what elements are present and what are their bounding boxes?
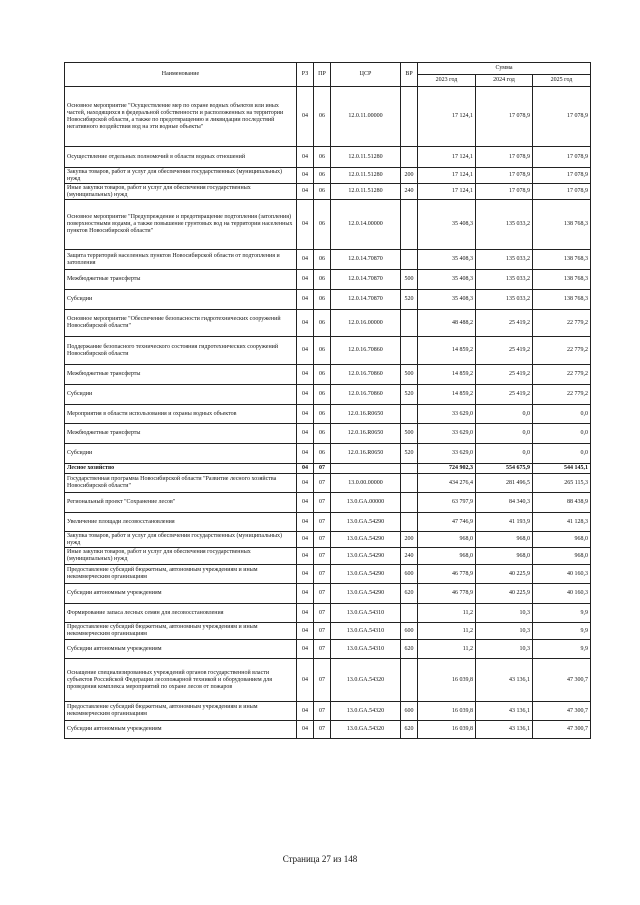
cell-vr: 620 xyxy=(401,640,418,659)
cell-rz: 04 xyxy=(297,464,314,474)
cell-rz: 04 xyxy=(297,270,314,290)
table-row xyxy=(65,87,591,147)
cell-csr: 13.0.GA.54290 xyxy=(331,565,401,584)
cell-vr: 600 xyxy=(401,565,418,584)
cell-csr: 12.0.11.51280 xyxy=(331,184,401,200)
cell-csr: 12.0.14.70870 xyxy=(331,270,401,290)
table-row xyxy=(65,250,591,270)
cell-v1: 14 859,2 xyxy=(418,385,476,405)
cell-v3: 0,0 xyxy=(533,424,591,444)
table-row xyxy=(65,184,591,200)
cell-v3: 22 779,2 xyxy=(533,310,591,337)
cell-v2: 43 136,1 xyxy=(476,702,533,721)
cell-csr: 13.0.GA.54320 xyxy=(331,721,401,739)
cell-pr: 06 xyxy=(314,444,331,464)
cell-vr xyxy=(401,659,418,702)
cell-vr xyxy=(401,147,418,168)
header-csr: ЦСР xyxy=(331,63,401,87)
cell-vr: 600 xyxy=(401,623,418,640)
cell-name: Формирование запаса лесных семян для лесовосстановления xyxy=(65,604,297,623)
cell-name: Субсидии автономным учреждениям xyxy=(65,584,297,604)
cell-rz: 04 xyxy=(297,532,314,548)
header-sum: Сумма xyxy=(418,63,591,75)
cell-vr xyxy=(401,200,418,250)
cell-v2: 968,0 xyxy=(476,532,533,548)
cell-rz: 04 xyxy=(297,702,314,721)
table-row xyxy=(65,532,591,548)
cell-csr: 13.0.GA.00000 xyxy=(331,493,401,513)
cell-csr: 12.0.16.70860 xyxy=(331,337,401,365)
cell-rz: 04 xyxy=(297,184,314,200)
cell-rz: 04 xyxy=(297,250,314,270)
cell-pr: 07 xyxy=(314,623,331,640)
cell-v3: 47 300,7 xyxy=(533,721,591,739)
cell-vr: 200 xyxy=(401,532,418,548)
cell-pr: 07 xyxy=(314,513,331,532)
cell-v3: 40 160,3 xyxy=(533,565,591,584)
cell-v1: 14 859,2 xyxy=(418,337,476,365)
cell-csr: 12.0.14.70870 xyxy=(331,290,401,310)
cell-csr: 13.0.GA.54310 xyxy=(331,640,401,659)
cell-name: Защита территорий населенных пунктов Новосибирской области от подтопления и затопления xyxy=(65,250,297,270)
cell-v1: 11,2 xyxy=(418,604,476,623)
header-name: Наименование xyxy=(65,63,297,87)
cell-pr: 06 xyxy=(314,250,331,270)
cell-v2: 25 419,2 xyxy=(476,337,533,365)
cell-pr: 06 xyxy=(314,310,331,337)
cell-rz: 04 xyxy=(297,444,314,464)
cell-v1: 11,2 xyxy=(418,640,476,659)
cell-v3: 0,0 xyxy=(533,444,591,464)
cell-vr: 240 xyxy=(401,184,418,200)
cell-name: Увеличение площади лесовосстановления xyxy=(65,513,297,532)
cell-name: Оснащение специализированных учреждений органов государственной власти субъектов Российской Федерации лесопожарной техникой и оборудованием для проведения комплекса мероприятий по охране лесов от пожаров xyxy=(65,659,297,702)
cell-rz: 04 xyxy=(297,623,314,640)
cell-csr: 12.0.16.R0650 xyxy=(331,424,401,444)
cell-csr: 12.0.16.R0650 xyxy=(331,405,401,424)
cell-pr: 07 xyxy=(314,474,331,493)
cell-v1: 35 408,3 xyxy=(418,270,476,290)
cell-rz: 04 xyxy=(297,548,314,565)
cell-v2: 84 340,3 xyxy=(476,493,533,513)
cell-pr: 06 xyxy=(314,168,331,184)
cell-vr: 240 xyxy=(401,548,418,565)
cell-pr: 07 xyxy=(314,532,331,548)
cell-pr: 07 xyxy=(314,493,331,513)
cell-csr: 12.0.16.70860 xyxy=(331,385,401,405)
table-row xyxy=(65,623,591,640)
cell-v3: 47 300,7 xyxy=(533,659,591,702)
cell-v1: 14 859,2 xyxy=(418,365,476,385)
cell-v1: 48 488,2 xyxy=(418,310,476,337)
cell-rz: 04 xyxy=(297,87,314,147)
cell-pr: 06 xyxy=(314,424,331,444)
table-row xyxy=(65,702,591,721)
cell-name: Субсидии xyxy=(65,290,297,310)
cell-v3: 17 078,9 xyxy=(533,147,591,168)
cell-pr: 07 xyxy=(314,659,331,702)
table-row xyxy=(65,640,591,659)
table-row xyxy=(65,474,591,493)
cell-pr: 06 xyxy=(314,365,331,385)
cell-v2: 17 078,9 xyxy=(476,168,533,184)
cell-pr: 06 xyxy=(314,385,331,405)
cell-v2: 281 496,5 xyxy=(476,474,533,493)
cell-v3: 47 300,7 xyxy=(533,702,591,721)
table-row xyxy=(65,464,591,474)
cell-name: Мероприятия в области использования и охраны водных объектов xyxy=(65,405,297,424)
cell-name: Государственная программа Новосибирской области "Развитие лесного хозяйства Новосибирской области" xyxy=(65,474,297,493)
cell-csr: 13.0.00.00000 xyxy=(331,474,401,493)
cell-v3: 17 078,9 xyxy=(533,87,591,147)
cell-name: Осуществление отдельных полномочий в области водных отношений xyxy=(65,147,297,168)
cell-csr: 12.0.14.70870 xyxy=(331,250,401,270)
cell-v2: 43 136,1 xyxy=(476,721,533,739)
cell-rz: 04 xyxy=(297,640,314,659)
cell-v3: 138 768,3 xyxy=(533,270,591,290)
cell-csr: 12.0.16.70860 xyxy=(331,365,401,385)
cell-vr: 620 xyxy=(401,584,418,604)
cell-v3: 138 768,3 xyxy=(533,290,591,310)
cell-vr xyxy=(401,87,418,147)
cell-name: Иные закупки товаров, работ и услуг для обеспечения государственных (муниципальных) нужд xyxy=(65,548,297,565)
cell-v2: 135 033,2 xyxy=(476,200,533,250)
cell-pr: 06 xyxy=(314,87,331,147)
cell-v2: 17 078,9 xyxy=(476,147,533,168)
cell-v2: 17 078,9 xyxy=(476,184,533,200)
table-row xyxy=(65,444,591,464)
cell-v2: 0,0 xyxy=(476,405,533,424)
cell-v1: 33 629,0 xyxy=(418,424,476,444)
cell-v1: 33 629,0 xyxy=(418,405,476,424)
cell-name: Субсидии xyxy=(65,444,297,464)
cell-v3: 138 768,3 xyxy=(533,250,591,270)
cell-rz: 04 xyxy=(297,385,314,405)
table-row xyxy=(65,168,591,184)
cell-csr: 13.0.GA.54290 xyxy=(331,584,401,604)
cell-rz: 04 xyxy=(297,424,314,444)
cell-v1: 33 629,0 xyxy=(418,444,476,464)
cell-vr xyxy=(401,310,418,337)
cell-rz: 04 xyxy=(297,200,314,250)
cell-name: Межбюджетные трансферты xyxy=(65,424,297,444)
cell-v2: 0,0 xyxy=(476,424,533,444)
table-row xyxy=(65,337,591,365)
cell-vr xyxy=(401,604,418,623)
table-row xyxy=(65,604,591,623)
cell-v3: 40 160,3 xyxy=(533,584,591,604)
cell-vr: 520 xyxy=(401,385,418,405)
cell-v3: 9,9 xyxy=(533,640,591,659)
cell-name: Основное мероприятие "Осуществление мер по охране водных объектов или иных частей, находящихся в федеральной собственности и расположенных на территории Новосибирской области, а также по предотвращению и ликвидации последствий негативного воздействия вод на эти водные объекты" xyxy=(65,87,297,147)
cell-pr: 07 xyxy=(314,640,331,659)
cell-v1: 968,0 xyxy=(418,532,476,548)
cell-pr: 06 xyxy=(314,200,331,250)
cell-v3: 22 779,2 xyxy=(533,365,591,385)
cell-v3: 138 768,3 xyxy=(533,200,591,250)
cell-name: Предоставление субсидий бюджетным, автономным учреждениям и иным некоммерческим организациям xyxy=(65,565,297,584)
cell-v3: 17 078,9 xyxy=(533,168,591,184)
cell-v2: 43 136,1 xyxy=(476,659,533,702)
cell-rz: 04 xyxy=(297,365,314,385)
cell-v1: 16 039,8 xyxy=(418,721,476,739)
cell-v1: 17 124,1 xyxy=(418,168,476,184)
cell-pr: 07 xyxy=(314,565,331,584)
table-row xyxy=(65,721,591,739)
cell-v2: 10,3 xyxy=(476,640,533,659)
cell-v1: 17 124,1 xyxy=(418,147,476,168)
cell-name: Иные закупки товаров, работ и услуг для обеспечения государственных (муниципальных) нужд xyxy=(65,184,297,200)
cell-pr: 07 xyxy=(314,584,331,604)
table-row xyxy=(65,424,591,444)
cell-vr xyxy=(401,337,418,365)
cell-v2: 10,3 xyxy=(476,623,533,640)
cell-v1: 46 778,9 xyxy=(418,565,476,584)
cell-csr: 13.0.GA.54320 xyxy=(331,659,401,702)
cell-v1: 35 408,3 xyxy=(418,290,476,310)
cell-pr: 06 xyxy=(314,337,331,365)
cell-rz: 04 xyxy=(297,584,314,604)
cell-v2: 135 033,2 xyxy=(476,250,533,270)
cell-v1: 434 276,4 xyxy=(418,474,476,493)
table-row xyxy=(65,310,591,337)
cell-name: Субсидии автономным учреждениям xyxy=(65,640,297,659)
table-body xyxy=(65,87,591,739)
cell-pr: 07 xyxy=(314,702,331,721)
header-2024: 2024 год xyxy=(476,75,533,87)
cell-name: Межбюджетные трансферты xyxy=(65,270,297,290)
cell-v2: 41 193,9 xyxy=(476,513,533,532)
table-row xyxy=(65,270,591,290)
cell-pr: 06 xyxy=(314,184,331,200)
cell-rz: 04 xyxy=(297,659,314,702)
cell-v3: 968,0 xyxy=(533,532,591,548)
cell-pr: 06 xyxy=(314,290,331,310)
cell-v2: 25 419,2 xyxy=(476,310,533,337)
cell-name: Региональный проект "Сохранение лесов" xyxy=(65,493,297,513)
cell-vr xyxy=(401,474,418,493)
cell-vr xyxy=(401,250,418,270)
cell-v3: 544 145,1 xyxy=(533,464,591,474)
table-row xyxy=(65,513,591,532)
cell-v2: 135 033,2 xyxy=(476,290,533,310)
cell-vr: 500 xyxy=(401,365,418,385)
cell-vr xyxy=(401,464,418,474)
cell-pr: 07 xyxy=(314,464,331,474)
table-row xyxy=(65,548,591,565)
cell-name: Основное мероприятие "Предупреждение и предотвращение подтопления (затопления) поверхностными водами, а также повышение грунтовых вод на территории населенных пунктов Новосибирской области" xyxy=(65,200,297,250)
cell-v1: 16 039,8 xyxy=(418,702,476,721)
cell-v3: 22 779,2 xyxy=(533,337,591,365)
cell-v2: 10,3 xyxy=(476,604,533,623)
cell-v3: 9,9 xyxy=(533,604,591,623)
cell-v2: 25 419,2 xyxy=(476,385,533,405)
header-rz: РЗ xyxy=(297,63,314,87)
cell-v1: 11,2 xyxy=(418,623,476,640)
cell-name: Субсидии xyxy=(65,385,297,405)
table-row xyxy=(65,584,591,604)
cell-pr: 07 xyxy=(314,548,331,565)
cell-v1: 724 902,3 xyxy=(418,464,476,474)
cell-csr: 13.0.GA.54290 xyxy=(331,532,401,548)
cell-pr: 06 xyxy=(314,405,331,424)
cell-v1: 968,0 xyxy=(418,548,476,565)
cell-v1: 63 797,9 xyxy=(418,493,476,513)
cell-v1: 47 746,9 xyxy=(418,513,476,532)
cell-rz: 04 xyxy=(297,310,314,337)
cell-vr xyxy=(401,513,418,532)
cell-v3: 17 078,9 xyxy=(533,184,591,200)
cell-rz: 04 xyxy=(297,474,314,493)
cell-vr: 200 xyxy=(401,168,418,184)
cell-pr: 07 xyxy=(314,721,331,739)
cell-csr xyxy=(331,464,401,474)
cell-rz: 04 xyxy=(297,405,314,424)
cell-v2: 40 225,9 xyxy=(476,565,533,584)
cell-v3: 41 128,3 xyxy=(533,513,591,532)
cell-pr: 06 xyxy=(314,147,331,168)
cell-v2: 17 078,9 xyxy=(476,87,533,147)
table-row xyxy=(65,200,591,250)
cell-rz: 04 xyxy=(297,604,314,623)
cell-rz: 04 xyxy=(297,337,314,365)
cell-v2: 135 033,2 xyxy=(476,270,533,290)
cell-v2: 968,0 xyxy=(476,548,533,565)
cell-rz: 04 xyxy=(297,493,314,513)
cell-rz: 04 xyxy=(297,565,314,584)
cell-vr: 620 xyxy=(401,721,418,739)
cell-v1: 16 039,8 xyxy=(418,659,476,702)
cell-v2: 25 419,2 xyxy=(476,365,533,385)
cell-csr: 13.0.GA.54320 xyxy=(331,702,401,721)
cell-v3: 0,0 xyxy=(533,405,591,424)
cell-v1: 35 408,3 xyxy=(418,200,476,250)
cell-v1: 17 124,1 xyxy=(418,184,476,200)
cell-pr: 07 xyxy=(314,604,331,623)
cell-name: Предоставление субсидий бюджетным, автономным учреждениям и иным некоммерческим организациям xyxy=(65,702,297,721)
cell-name: Межбюджетные трансферты xyxy=(65,365,297,385)
cell-csr: 13.0.GA.54310 xyxy=(331,604,401,623)
cell-csr: 13.0.GA.54290 xyxy=(331,548,401,565)
cell-pr: 06 xyxy=(314,270,331,290)
cell-rz: 04 xyxy=(297,168,314,184)
cell-rz: 04 xyxy=(297,513,314,532)
header-vr: ВР xyxy=(401,63,418,87)
cell-name: Лесное хозяйство xyxy=(65,464,297,474)
cell-vr: 500 xyxy=(401,270,418,290)
page-number: Страница 27 из 148 xyxy=(282,854,358,864)
table-row xyxy=(65,385,591,405)
cell-csr: 12.0.14.00000 xyxy=(331,200,401,250)
cell-name: Поддержание безопасного технического состояния гидротехнических сооружений Новосибирской области xyxy=(65,337,297,365)
cell-csr: 12.0.16.00000 xyxy=(331,310,401,337)
cell-vr: 500 xyxy=(401,424,418,444)
cell-v2: 0,0 xyxy=(476,444,533,464)
cell-name: Закупка товаров, работ и услуг для обеспечения государственных (муниципальных) нужд xyxy=(65,532,297,548)
cell-vr: 520 xyxy=(401,290,418,310)
cell-vr: 520 xyxy=(401,444,418,464)
header-2025: 2025 год xyxy=(533,75,591,87)
header-2023: 2023 год xyxy=(418,75,476,87)
cell-v1: 46 778,9 xyxy=(418,584,476,604)
table-row xyxy=(65,147,591,168)
cell-v3: 265 115,3 xyxy=(533,474,591,493)
cell-vr xyxy=(401,493,418,513)
cell-csr: 12.0.11.51280 xyxy=(331,168,401,184)
cell-v3: 22 779,2 xyxy=(533,385,591,405)
cell-name: Основное мероприятие "Обеспечение безопасности гидротехнических сооружений Новосибирской области" xyxy=(65,310,297,337)
table-row xyxy=(65,493,591,513)
cell-v3: 9,9 xyxy=(533,623,591,640)
cell-v3: 88 438,9 xyxy=(533,493,591,513)
cell-v2: 40 225,9 xyxy=(476,584,533,604)
cell-v2: 554 675,9 xyxy=(476,464,533,474)
budget-table xyxy=(64,62,591,739)
cell-vr xyxy=(401,405,418,424)
cell-v3: 968,0 xyxy=(533,548,591,565)
cell-name: Предоставление субсидий бюджетным, автономным учреждениям и иным некоммерческим организациям xyxy=(65,623,297,640)
cell-csr: 12.0.11.51280 xyxy=(331,147,401,168)
table-row xyxy=(65,290,591,310)
cell-vr: 600 xyxy=(401,702,418,721)
cell-name: Субсидии автономным учреждениям xyxy=(65,721,297,739)
cell-v1: 35 408,3 xyxy=(418,250,476,270)
table-row xyxy=(65,565,591,584)
cell-rz: 04 xyxy=(297,290,314,310)
cell-v1: 17 124,1 xyxy=(418,87,476,147)
table-row xyxy=(65,365,591,385)
cell-rz: 04 xyxy=(297,147,314,168)
table-row xyxy=(65,659,591,702)
cell-csr: 12.0.11.00000 xyxy=(331,87,401,147)
table-row xyxy=(65,405,591,424)
cell-csr: 12.0.16.R0650 xyxy=(331,444,401,464)
cell-csr: 13.0.GA.54290 xyxy=(331,513,401,532)
cell-name: Закупка товаров, работ и услуг для обеспечения государственных (муниципальных) нужд xyxy=(65,168,297,184)
cell-rz: 04 xyxy=(297,721,314,739)
cell-csr: 13.0.GA.54310 xyxy=(331,623,401,640)
header-pr: ПР xyxy=(314,63,331,87)
